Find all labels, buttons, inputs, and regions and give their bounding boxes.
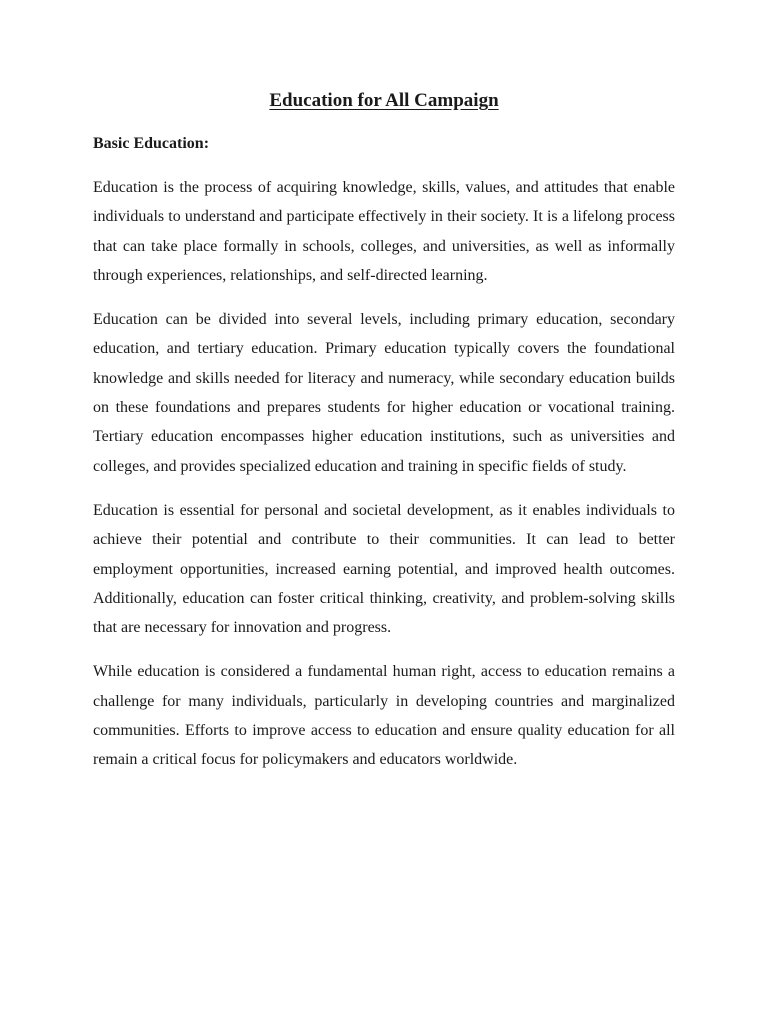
paragraph-3: Education is essential for personal and societal development, as it enables individuals to achieve their potential and contribute to their communities. It can lead to better employment opportunities, increased earning potential, and improved health outcomes. Additionally, education can foster critical thinking, creativity, and problem-solving skills that are necessary for innovation and progress. [93,501,675,637]
paragraph-1: Education is the process of acquiring knowledge, skills, values, and attitudes that enable individuals to understand and participate effectively in their society. It is a lifelong process that can take place formally in schools, colleges, and universities, as well as informally through experiences, relationships, and self-directed learning. [93,179,675,284]
section-heading: Basic Education: [93,135,210,152]
paragraph-2: Education can be divided into several levels, including primary education, secondary education, and tertiary education. Primary education typically covers the foundational knowledge and skills needed for literacy and numeracy, while secondary education builds on these foundations and prepares students for higher education or vocational training. Tertiary education encompasses higher education institutions, such as universities and colleges, and provides specialized education and training in specific fields of study. [93,311,675,475]
document-page [93,0,675,775]
paragraph-4: While education is considered a fundamental human right, access to education remains a challenge for many individuals, particularly in developing countries and marginalized communities. Efforts to improve access to education and ensure quality education for all remain a critical focus for policymakers and educators worldwide. [93,663,675,769]
document-title: Education for All Campaign [269,90,499,111]
